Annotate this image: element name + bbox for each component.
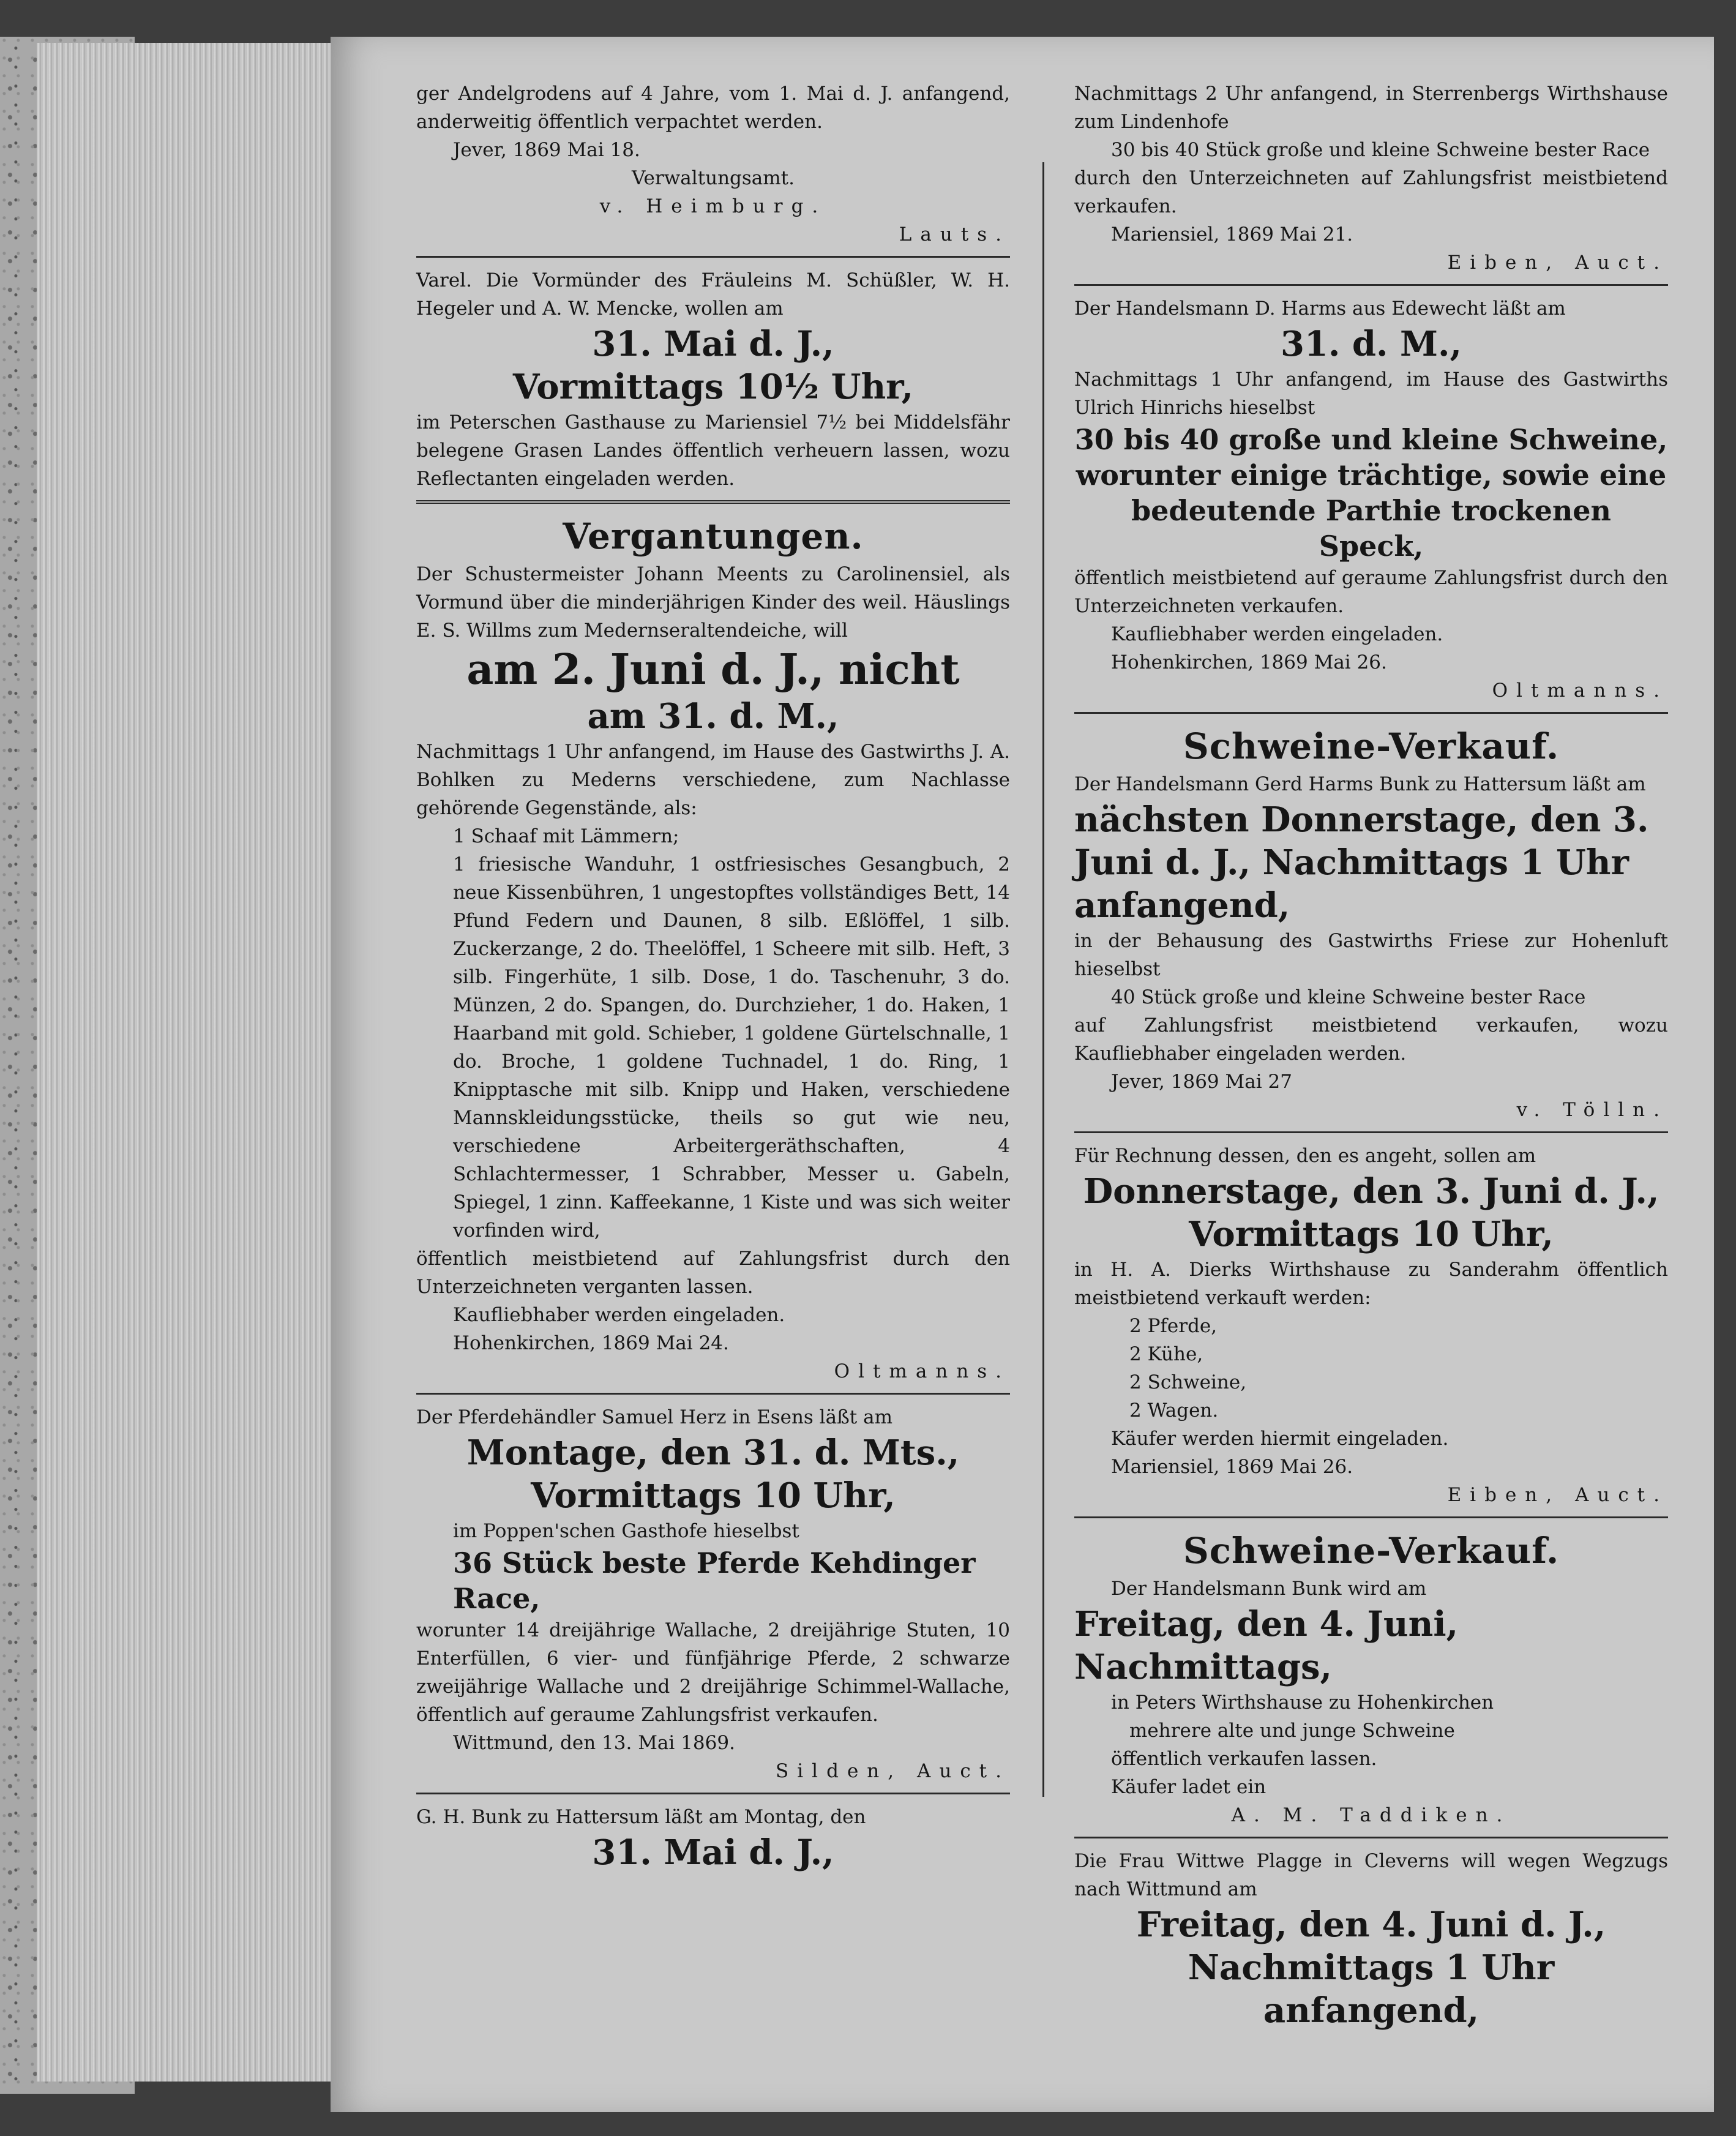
notice-separator [1074,712,1668,714]
notice-signature: Silden, Auct. [776,1760,1010,1782]
notice-text: Nachmittags 2 Uhr anfangend, in Sterrenbergs Wirthshause zum Lindenhofe [1074,83,1668,133]
item-line: 2 Wagen. [1129,1400,1219,1422]
page-edges [37,43,337,2082]
notice-text: G. H. Bunk zu Hattersum läßt am Montag, den [416,1806,866,1828]
notice-date-heading: Donnerstage, den 3. Juni d. J., [1083,1171,1659,1212]
notice-date-heading: nächsten Donnerstage, den 3. Juni d. J., Nachmittags 1 Uhr anfangend, [1074,800,1649,926]
notice-date: Hohenkirchen, 1869 Mai 24. [453,1332,729,1354]
section-heading: Vergantungen. [563,515,864,557]
notice-goods: 40 Stück große und kleine Schweine bester Race [1111,986,1586,1008]
notice-goods: 30 bis 40 Stück große und kleine Schweine bester Race [1111,139,1650,161]
notice-signature: v. Heimburg. [599,195,827,217]
notice-text: in Peters Wirthshause zu Hohenkirchen [1111,1692,1494,1714]
section-separator [416,500,1010,504]
notice-time-heading: Vormittags 10½ Uhr, [512,367,914,407]
notice-separator [1074,1131,1668,1133]
notice-date-heading: Freitag, den 4. Juni d. J., [1136,1905,1606,1945]
notice-date-heading: 31. Mai d. J., [592,1832,834,1873]
notice-date-heading: 31. d. M., [1280,324,1462,364]
notice-text: öffentlich meistbietend auf Zahlungsfrist durch den Unterzeichneten verganten lassen. [416,1248,1010,1298]
notice-text: Der Handelsmann Bunk wird am [1111,1578,1427,1600]
notice-goods-heading: 30 bis 40 große und kleine Schweine, worunter einige trächtige, sowie eine bedeutende Parthie trockenen Speck, [1074,423,1668,563]
notice-text: in H. A. Dierks Wirthshause zu Sanderahm öffentlich meistbietend verkauft werden: [1074,1259,1668,1309]
notice-invitation: Käufer ladet ein [1111,1776,1266,1798]
notice-signature: A. M. Taddiken. [1231,1804,1511,1826]
notice-date: Wittmund, den 13. Mai 1869. [453,1732,735,1754]
notice-signature: Oltmanns. [834,1360,1010,1382]
notice-separator [416,1393,1010,1395]
notice-signature: Eiben, Auct. [1447,1484,1668,1506]
notice-text: Varel. Die Vormünder des Fräuleins M. Schüßler, W. H. Hegeler und A. W. Mencke, wollen am [416,269,1010,320]
notice-separator [1074,1837,1668,1838]
notice-text: ger Andelgrodens auf 4 Jahre, vom 1. Mai d. J. anfangend, anderweitig öffentlich verpachtet werden. [416,83,1010,133]
notice-date: Mariensiel, 1869 Mai 26. [1111,1456,1353,1478]
notice-signature: Eiben, Auct. [1447,252,1668,274]
notice-text: im Peterschen Gasthause zu Mariensiel 7½ bei Middelsfähr belegene Grasen Landes öffentlich verheuern lassen, wozu Reflectanten eingeladen werden. [416,411,1010,490]
notice-text: im Poppen'schen Gasthofe hieselbst [453,1520,799,1542]
notice-separator [416,256,1010,258]
item-line: 2 Kühe, [1129,1343,1203,1365]
left-column [416,80,1010,1874]
notice-date: Jever, 1869 Mai 27 [1111,1071,1292,1093]
notice-invitation: Käufer werden hiermit eingeladen. [1111,1428,1449,1450]
notice-separator [416,1793,1010,1794]
notice-signature: Oltmanns. [1492,680,1668,702]
item-line: 1 Schaaf mit Lämmern; [453,825,679,847]
notice-text: Die Frau Wittwe Plagge in Cleverns will wegen Wegzugs nach Wittmund am [1074,1850,1668,1900]
notice-goods-heading: 36 Stück beste Pferde Kehdinger Race, [453,1546,976,1615]
notice-date-heading: am 2. Juni d. J., nicht [466,645,960,694]
notice-text: in der Behausung des Gastwirths Friese zur Hohenluft hieselbst [1074,930,1668,980]
notice-invitation: Kaufliebhaber werden eingeladen. [453,1304,785,1326]
notice-text: Der Pferdehändler Samuel Herz in Esens läßt am [416,1406,892,1428]
notice-date: Mariensiel, 1869 Mai 21. [1111,223,1353,245]
notice-invitation: Kaufliebhaber werden eingeladen. [1111,623,1443,645]
item-line: 2 Schweine, [1129,1371,1247,1393]
notice-signature: v. Tölln. [1516,1099,1668,1121]
section-heading: Schweine-Verkauf. [1183,725,1560,767]
right-column [1074,80,1668,2032]
notice-date-heading: 31. Mai d. J., [592,324,834,364]
notice-text: worunter 14 dreijährige Wallache, 2 dreijährige Stuten, 10 Enterfüllen, 6 vier- und fünfjährige Pferde, 2 schwarze zweijährige Wallache und 2 dreijährige Schimmel-Wallache, öffentlich auf geraume Zahlungsfrist verkaufen. [416,1619,1010,1726]
notice-text: Der Handelsmann D. Harms aus Edewecht läßt am [1074,298,1566,320]
notice-text: Der Handelsmann Gerd Harms Bunk zu Hattersum läßt am [1074,773,1646,795]
notice-text: auf Zahlungsfrist meistbietend verkaufen, wozu Kaufliebhaber eingeladen werden. [1074,1014,1668,1065]
item-list: 1 friesische Wanduhr, 1 ostfriesisches Gesangbuch, 2 neue Kissenbühren, 1 ungestopftes vollständiges Bett, 14 Pfund Federn und Daunen, 8 silb. Eßlöffel, 1 silb. Zuckerzange, 2 do. Theelöffel, 1 Scheere mit silb. Heft, 3 silb. Fingerhüte, 1 silb. Dose, 1 do. Taschenuhr, 3 do. Münzen, 2 do. Spangen, do. Durchzieher, 1 do. Haken, 1 Haarband mit gold. Schieber, 1 goldene Gürtelschnalle, 1 do. Broche, 1 goldene Tuchnadel, 1 do. Ring, 1 Knipptasche mit silb. Knipp und Haken, verschiedene Mannskleidungsstücke, theils so gut wie neu, verschiedene Arbeitergeräthschaften, 4 Schlachtermesser, 1 Schrabber, Messer u. Gabeln, Spiegel, 1 zinn. Kaffeekanne, 1 Kiste und was sich weiter vorfinden wird, [453,853,1010,1242]
notice-date-heading: Freitag, den 4. Juni, Nachmittags, [1074,1604,1459,1687]
notice-date-heading: am 31. d. M., [587,696,839,736]
notice-text: öffentlich meistbietend auf geraume Zahlungsfrist durch den Unterzeichneten verkaufen. [1074,567,1668,617]
notice-text: Für Rechnung dessen, den es angeht, sollen am [1074,1145,1536,1167]
notice-time-heading: Nachmittags 1 Uhr anfangend, [1188,1947,1555,2031]
notice-text: Nachmittags 1 Uhr anfangend, im Hause des Gastwirths J. A. Bohlken zu Mederns verschiedene, zum Nachlasse gehörende Gegenstände, als: [416,741,1010,819]
notice-text: Der Schustermeister Johann Meents zu Carolinensiel, als Vormund über die minderjährigen Kinder des weil. Häuslings E. S. Willms zum Medernseraltendeiche, will [416,563,1010,642]
notice-authority: Verwaltungsamt. [632,167,795,189]
section-heading: Schweine-Verkauf. [1183,1530,1560,1572]
notice-text: öffentlich verkaufen lassen. [1111,1748,1377,1770]
notice-separator [1074,284,1668,286]
notice-goods: mehrere alte und junge Schweine [1129,1720,1455,1742]
notice-time-heading: Vormittags 10 Uhr, [531,1475,896,1516]
notice-date-heading: Montage, den 31. d. Mts., [466,1433,960,1473]
notice-text: durch den Unterzeichneten auf Zahlungsfrist meistbietend verkaufen. [1074,167,1668,217]
notice-separator [1074,1516,1668,1518]
notice-text: Nachmittags 1 Uhr anfangend, im Hause des Gastwirths Ulrich Hinrichs hieselbst [1074,369,1668,419]
notice-date: Hohenkirchen, 1869 Mai 26. [1111,651,1387,673]
notice-signature: Lauts. [899,223,1010,245]
item-line: 2 Pferde, [1129,1315,1218,1337]
notice-date: Jever, 1869 Mai 18. [453,139,640,161]
column-divider [1042,162,1044,1797]
notice-time-heading: Vormittags 10 Uhr, [1189,1214,1554,1254]
